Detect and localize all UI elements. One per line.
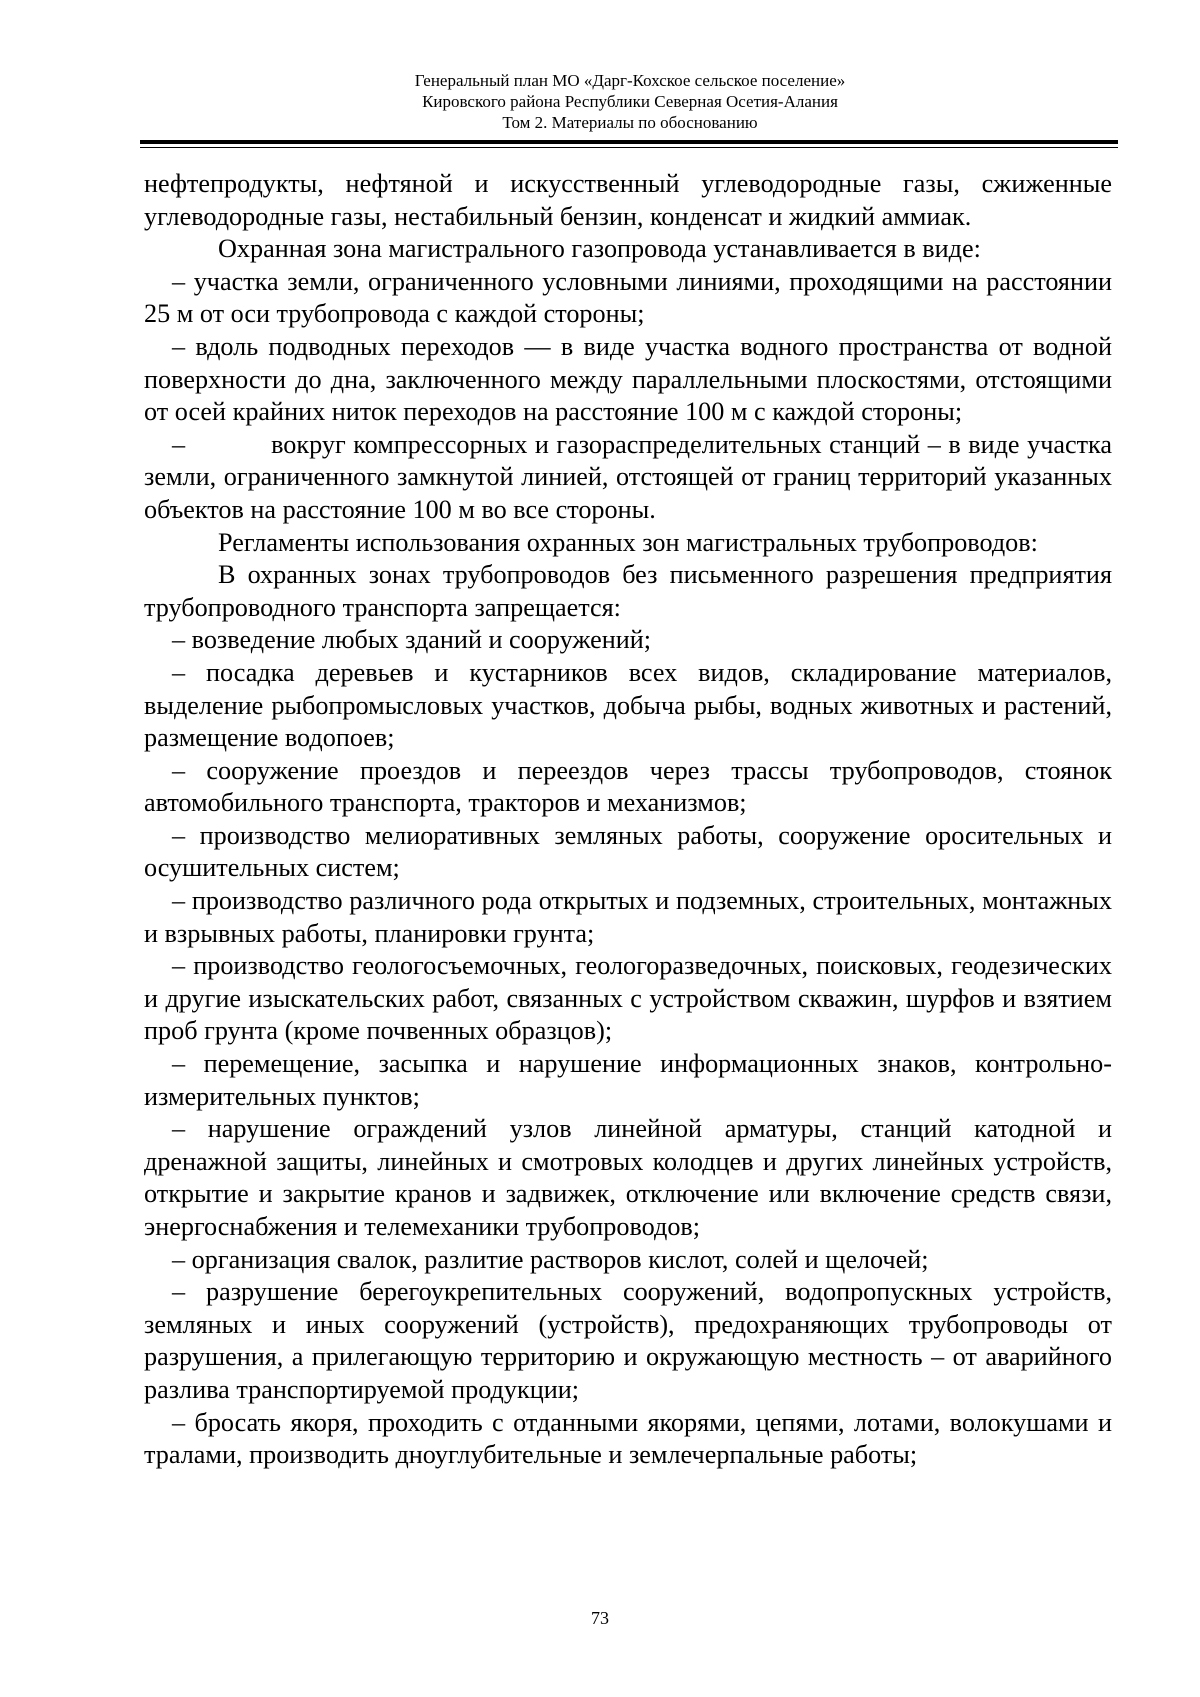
list-item: – перемещение, засыпка и нарушение информационных знаков, контрольно-измерительных пунктов; — [144, 1049, 1112, 1111]
list-dash: – — [172, 429, 186, 459]
list-item: – организация свалок, разлитие растворов кислот, солей и щелочей; — [172, 1244, 929, 1274]
list-item: – сооружение проездов и переездов через трассы трубопроводов, стоянок автомобильного транспорта, тракторов и механизмов; — [144, 755, 1112, 818]
list-item: – бросать якоря, проходить с отданными якорями, цепями, лотами, волокушами и тралами, производить дноуглубительные и землечерпальные работы; — [144, 1407, 1112, 1470]
page-number: 73 — [591, 1608, 609, 1628]
header-line-2: Кировского района Республики Северная Осетия-Алания — [422, 92, 838, 111]
list-item: – производство геологосъемочных, геологоразведочных, поисковых, геодезических и другие изыскательских работ, связанных с устройством скважин, шурфов и взятием проб грунта (кроме почвенных образцов); — [144, 951, 1112, 1046]
header-line-1: Генеральный план МО «Дарг-Кохское сельское поселение» — [414, 71, 846, 90]
header-rule-thick — [140, 140, 1118, 144]
list-item: – возведение любых зданий и сооружений; — [172, 625, 652, 655]
list-item: – разрушение берегоукрепительных сооружений, водопропускных устройств, земляных и иных сооружений (устройств), предохраняющих трубопроводы от разрушения, а прилегающую территорию и окружающую местность – от аварийного разлива транспортируемой продукции; — [144, 1277, 1112, 1404]
paragraph: В охранных зонах трубопроводов без письменного разрешения предприятия трубопроводного транспорта запрещается: — [144, 560, 1112, 622]
paragraph: Регламенты использования охранных зон магистральных трубопроводов: — [218, 527, 1038, 557]
paragraph: нефтепродукты, нефтяной и искусственный углеводородные газы, сжиженные углеводородные газы, нестабильный бензин, конденсат и жидкий аммиак. — [144, 169, 1112, 231]
list-item: – посадка деревьев и кустарников всех видов, складирование материалов, выделение рыбопромысловых участков, добыча рыбы, водных животных и растений, размещение водопоев; — [144, 657, 1112, 753]
document-body — [144, 168, 1112, 1472]
list-item: – участка земли, ограниченного условными линиями, проходящими на расстоянии 25 м от оси трубопровода с каждой стороны; — [144, 266, 1112, 329]
header-rule-thin — [140, 147, 1118, 148]
list-item: – производство различного рода открытых и подземных, строительных, монтажных и взрывных работы, планировки грунта; — [144, 886, 1112, 948]
document-header — [145, 70, 1115, 133]
paragraph: Охранная зона магистрального газопровода устанавливается в виде: — [218, 234, 981, 264]
header-line-3: Том 2. Материалы по обоснованию — [502, 113, 758, 132]
list-item: – производство мелиоративных земляных работы, сооружение оросительных и осушительных систем; — [144, 820, 1112, 883]
list-item — [144, 429, 1112, 527]
list-item: – вдоль подводных переходов — в виде участка водного пространства от водной поверхности до дна, заключенного между параллельными плоскостями, отстоящими от осей крайних ниток переходов на расстояние 100 м с каждой стороны; — [144, 331, 1112, 427]
list-item: – нарушение ограждений узлов линейной арматуры, станций катодной и дренажной защиты, линейных и смотровых колодцев и других линейных устройств, открытие и закрытие кранов и задвижек, отключение или включение средств связи, энергоснабжения и телемеханики трубопроводов; — [144, 1114, 1112, 1241]
list-item-text: вокруг компрессорных и газораспределительных станций – в виде участка земли, ограниченного замкнутой линией, отстоящей от границ территорий указанных объектов на расстояние 100 м во все стороны. — [144, 429, 1112, 524]
